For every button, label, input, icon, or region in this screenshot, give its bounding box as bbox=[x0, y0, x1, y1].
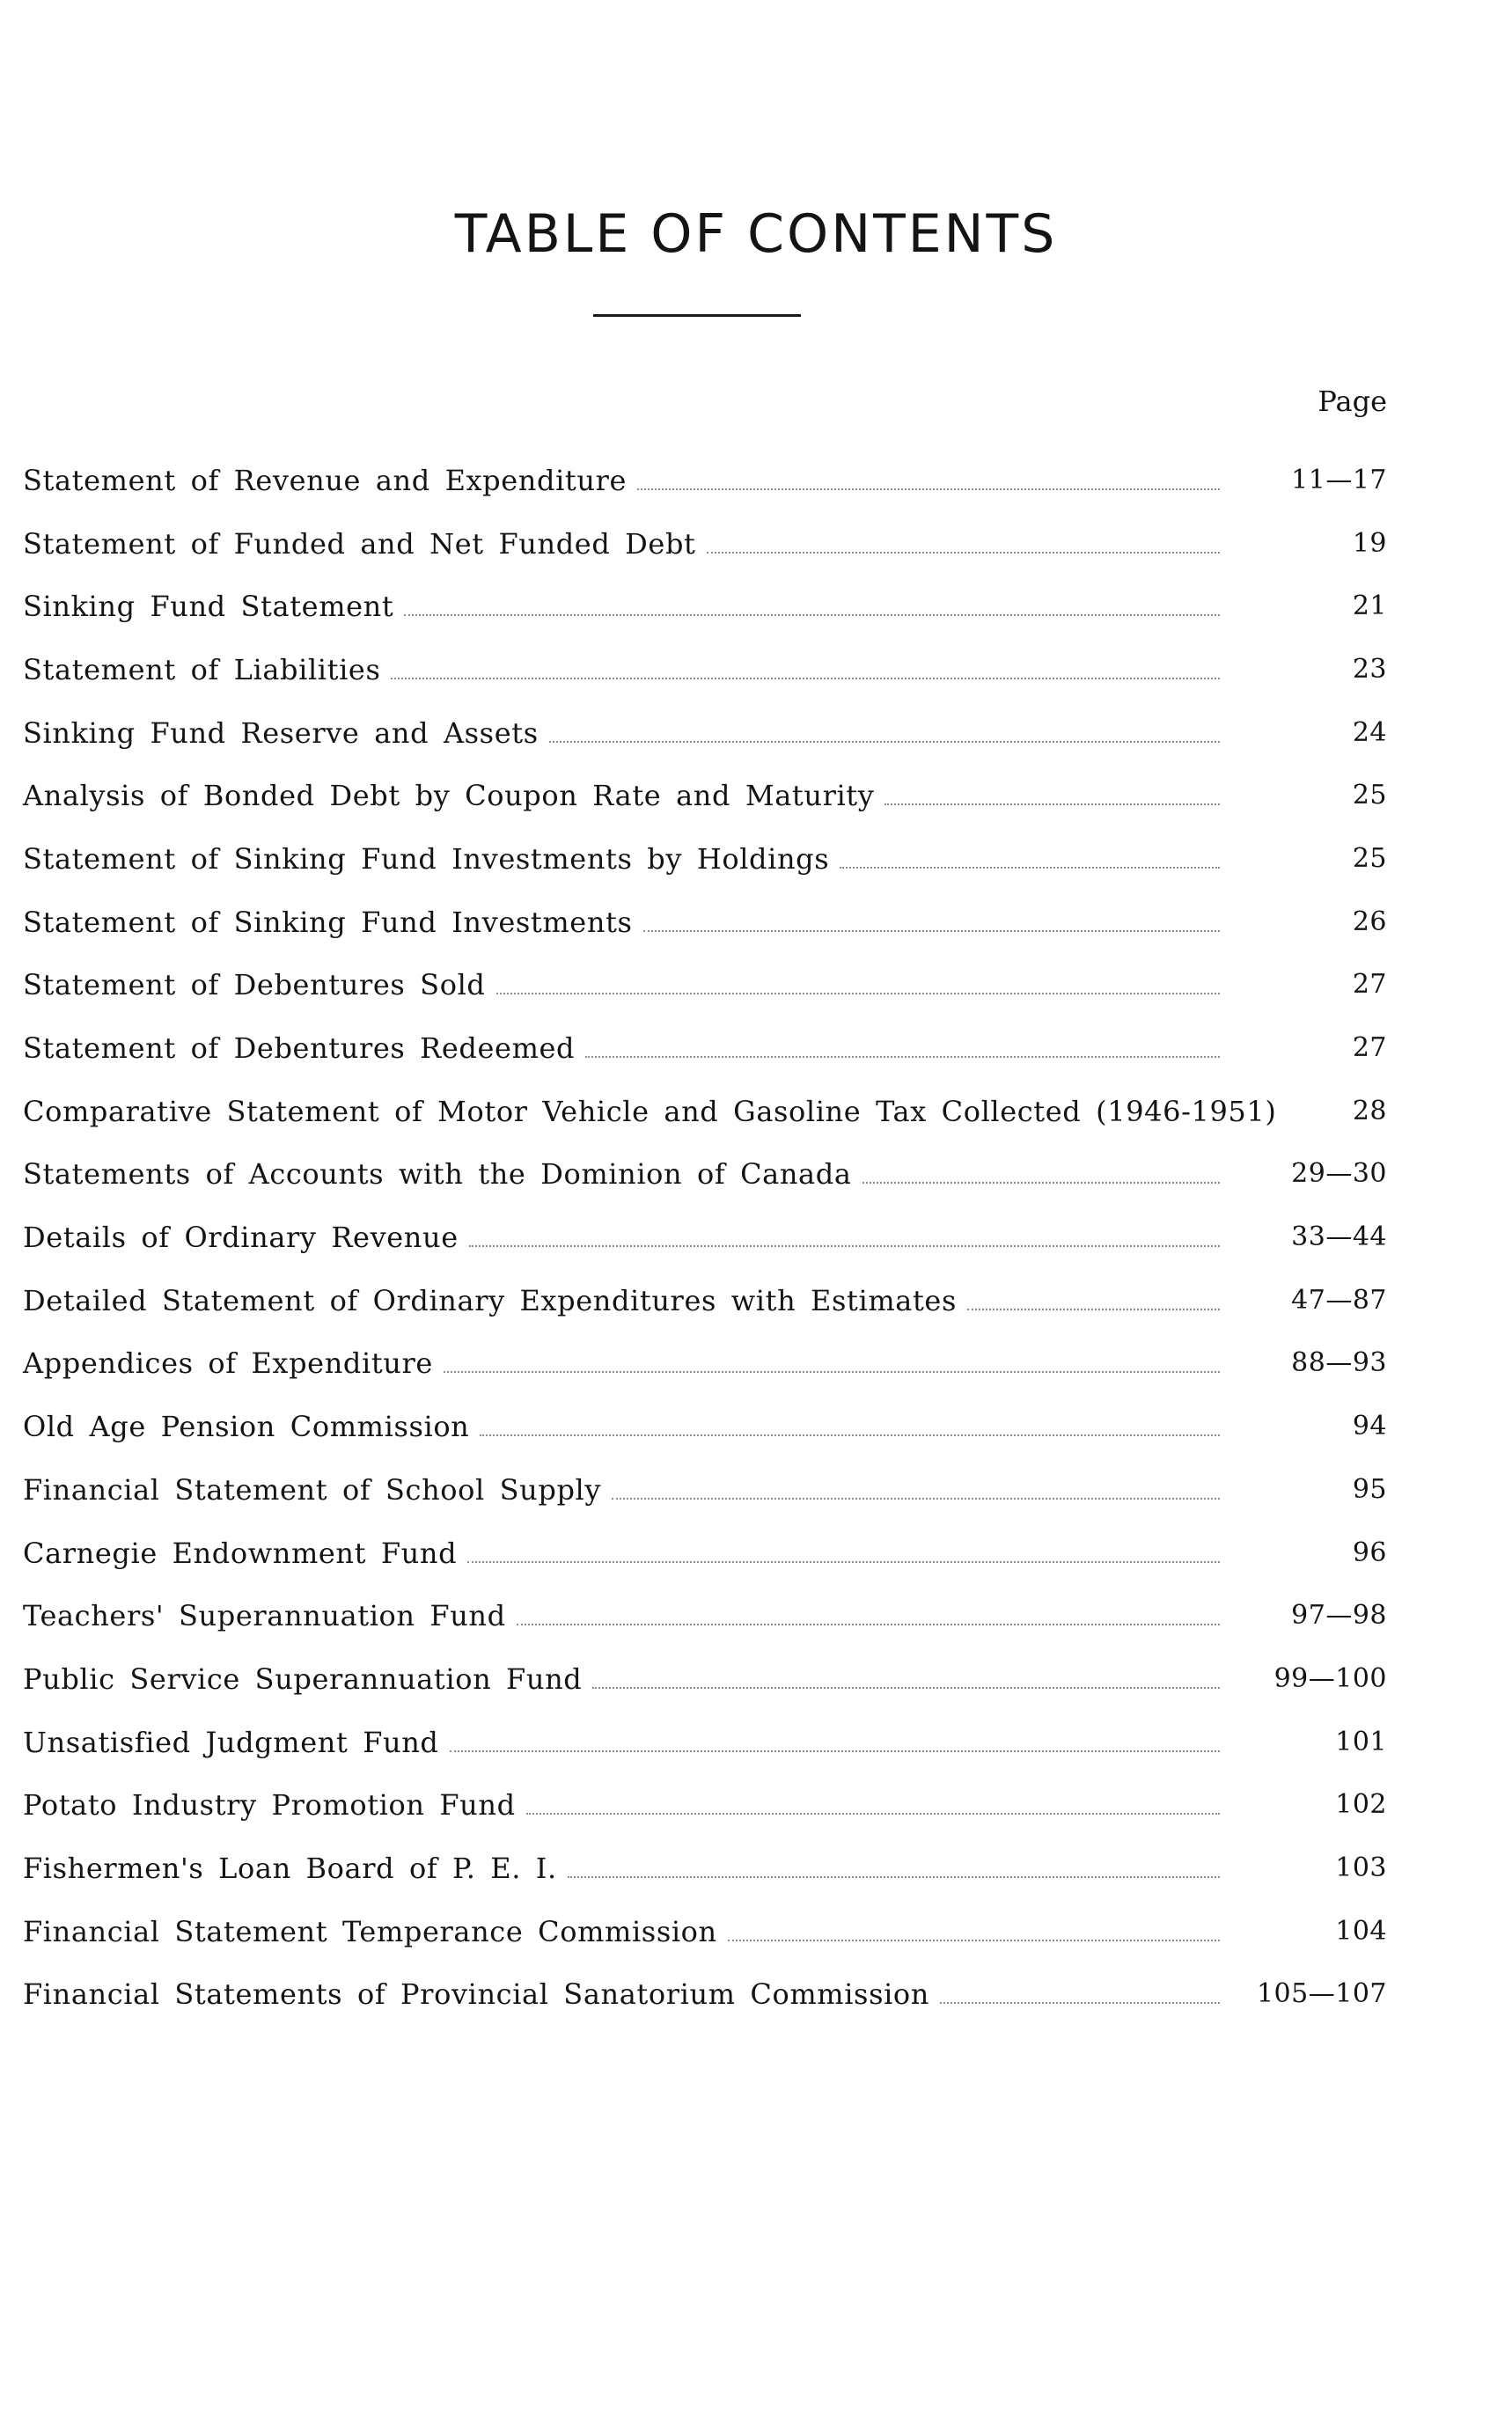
toc-entry bbox=[23, 1711, 1387, 1774]
toc-entry bbox=[23, 512, 1387, 576]
dot-leader bbox=[496, 993, 1221, 994]
dot-leader bbox=[526, 1813, 1220, 1815]
toc-entry-page: 94 bbox=[1352, 1411, 1387, 1442]
dot-leader bbox=[480, 1434, 1220, 1436]
toc-entry bbox=[23, 764, 1387, 827]
toc-entry-title: Analysis of Bonded Debt by Coupon Rate and Maturity bbox=[23, 779, 875, 813]
toc-entry bbox=[23, 449, 1387, 512]
toc-entry bbox=[23, 1269, 1387, 1332]
toc-entry-page: 29—30 bbox=[1291, 1158, 1387, 1190]
toc-entry bbox=[23, 1080, 1387, 1143]
dot-leader bbox=[391, 678, 1220, 679]
toc-entry-title: Teachers' Superannuation Fund bbox=[23, 1599, 506, 1633]
toc-entry-title: Sinking Fund Statement bbox=[23, 590, 394, 624]
dot-leader bbox=[728, 1940, 1220, 1941]
dot-leader bbox=[467, 1561, 1220, 1563]
dot-leader bbox=[592, 1687, 1220, 1689]
toc-entry-page: 26 bbox=[1352, 906, 1387, 937]
toc-entry-title: Potato Industry Promotion Fund bbox=[23, 1788, 516, 1823]
toc-entry-title: Statement of Funded and Net Funded Debt bbox=[23, 526, 696, 561]
dot-leader bbox=[404, 614, 1220, 616]
title-rule bbox=[593, 314, 801, 317]
dot-leader bbox=[862, 1182, 1221, 1184]
toc-entry-page: 105—107 bbox=[1256, 1978, 1387, 2010]
toc-entry bbox=[23, 1395, 1387, 1458]
dot-leader bbox=[444, 1371, 1220, 1373]
toc-entry-title: Detailed Statement of Ordinary Expenditures with Estimates bbox=[23, 1283, 957, 1317]
toc-entry-page: 102 bbox=[1335, 1789, 1387, 1821]
dot-leader bbox=[967, 1309, 1220, 1310]
page-title: TABLE OF CONTENTS bbox=[454, 203, 1058, 266]
toc-entry-title: Statement of Sinking Fund Investments by Holdings bbox=[23, 841, 830, 876]
toc-entry bbox=[23, 1143, 1387, 1207]
toc-entry bbox=[23, 827, 1387, 891]
toc-entry-page: 99—100 bbox=[1273, 1662, 1387, 1694]
dot-leader bbox=[643, 930, 1220, 932]
toc-entry-page: 96 bbox=[1352, 1537, 1387, 1568]
toc-entry bbox=[23, 1522, 1387, 1585]
dot-leader bbox=[568, 1876, 1220, 1878]
toc-entry bbox=[23, 1332, 1387, 1396]
toc-entry bbox=[23, 1773, 1387, 1837]
dot-leader bbox=[940, 2002, 1220, 2004]
toc-entry bbox=[23, 1016, 1387, 1080]
toc-entry bbox=[23, 954, 1387, 1017]
toc-entry-page: 11—17 bbox=[1291, 464, 1387, 495]
toc-entry-page: 88—93 bbox=[1291, 1347, 1387, 1379]
dot-leader bbox=[585, 1056, 1220, 1058]
dot-leader bbox=[707, 552, 1220, 554]
toc-entry-page: 103 bbox=[1335, 1852, 1387, 1883]
toc-entry bbox=[23, 575, 1387, 638]
toc-entry bbox=[23, 701, 1387, 765]
toc-entry bbox=[23, 1963, 1387, 2027]
dot-leader bbox=[840, 867, 1220, 869]
dot-leader bbox=[612, 1498, 1220, 1500]
toc-entry-page: 97—98 bbox=[1291, 1600, 1387, 1632]
toc-entry-title: Financial Statement of School Supply bbox=[23, 1472, 602, 1507]
toc-entry-title: Carnegie Endownment Fund bbox=[23, 1536, 458, 1570]
page-column-header: Page bbox=[1317, 385, 1387, 418]
toc-entry-title: Financial Statement Temperance Commission bbox=[23, 1914, 717, 1948]
toc-entry-page: 23 bbox=[1352, 653, 1387, 685]
toc-entry bbox=[23, 1837, 1387, 1900]
dot-leader bbox=[549, 741, 1220, 743]
toc-entry bbox=[23, 891, 1387, 954]
toc-entry-page: 27 bbox=[1352, 969, 1387, 1001]
dot-leader bbox=[469, 1245, 1220, 1247]
toc-entry bbox=[23, 1584, 1387, 1647]
toc-entry-page: 47—87 bbox=[1291, 1284, 1387, 1316]
dot-leader bbox=[884, 803, 1220, 805]
toc-entry-page: 33—44 bbox=[1291, 1221, 1387, 1253]
toc-entry-page: 95 bbox=[1352, 1473, 1387, 1505]
toc-entry-title: Old Age Pension Commission bbox=[23, 1410, 470, 1444]
toc-entry bbox=[23, 1458, 1387, 1522]
toc-entry-page: 25 bbox=[1352, 842, 1387, 874]
toc-entry bbox=[23, 638, 1387, 701]
toc-entry-title: Statement of Revenue and Expenditure bbox=[23, 463, 628, 497]
toc-entry-page: 21 bbox=[1352, 590, 1387, 622]
toc-entry-title: Appendices of Expenditure bbox=[23, 1346, 433, 1381]
toc-entry-page: 27 bbox=[1352, 1032, 1387, 1064]
toc-entry bbox=[23, 1206, 1387, 1269]
toc-entry-page: 25 bbox=[1352, 780, 1387, 811]
toc-entry-title: Statements of Accounts with the Dominion of Canada bbox=[23, 1157, 852, 1192]
toc-entry-title: Statement of Sinking Fund Investments bbox=[23, 905, 633, 939]
toc-entry bbox=[23, 1900, 1387, 1963]
toc-entry-page: 24 bbox=[1352, 716, 1387, 748]
toc-list bbox=[23, 449, 1387, 2026]
toc-entry bbox=[23, 1647, 1387, 1711]
toc-entry-title: Statement of Debentures Redeemed bbox=[23, 1031, 576, 1066]
toc-entry-title: Fishermen's Loan Board of P. E. I. bbox=[23, 1851, 557, 1885]
toc-entry-title: Financial Statements of Provincial Sanatorium Commission bbox=[23, 1977, 930, 2012]
dot-leader bbox=[637, 488, 1220, 490]
toc-entry-title: Sinking Fund Reserve and Assets bbox=[23, 715, 539, 750]
toc-entry-page: 19 bbox=[1352, 527, 1387, 559]
toc-entry-title: Details of Ordinary Revenue bbox=[23, 1221, 459, 1255]
toc-entry-page: 104 bbox=[1335, 1915, 1387, 1947]
toc-entry-title: Public Service Superannuation Fund bbox=[23, 1661, 583, 1696]
toc-entry-title: Comparative Statement of Motor Vehicle and Gasoline Tax Collected (1946-1951) bbox=[23, 1094, 1277, 1128]
toc-entry-title: Unsatisfied Judgment Fund bbox=[23, 1725, 439, 1759]
toc-entry-title: Statement of Debentures Sold bbox=[23, 968, 486, 1002]
toc-entry-title: Statement of Liabilities bbox=[23, 652, 381, 686]
toc-entry-page: 28 bbox=[1352, 1095, 1387, 1126]
dot-leader bbox=[450, 1750, 1221, 1752]
toc-entry-page: 101 bbox=[1335, 1726, 1387, 1757]
dot-leader bbox=[517, 1624, 1220, 1625]
